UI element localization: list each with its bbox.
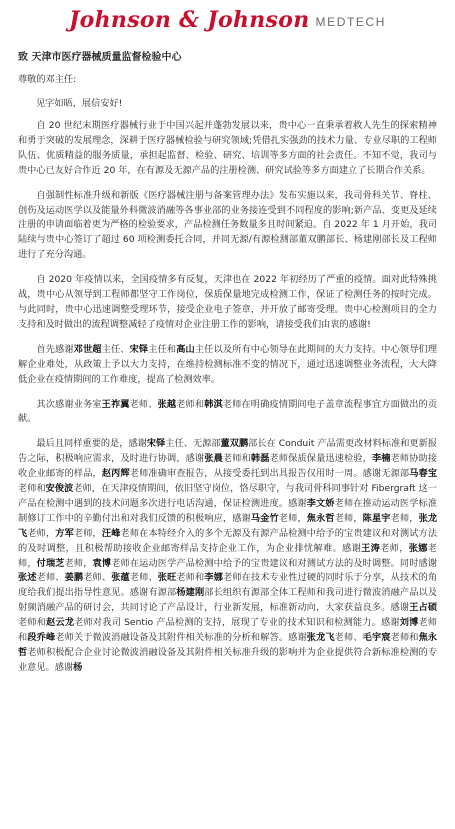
paragraph-text: 老师和 xyxy=(176,572,205,584)
person-name: 张晨 xyxy=(204,453,223,465)
division-label: MEDTECH xyxy=(315,15,387,29)
paragraph-text: 老师和 xyxy=(18,483,46,495)
person-name: 方军 xyxy=(55,527,74,539)
person-name: 韩淇 xyxy=(204,398,223,410)
paragraph-text: 老师在本特经介入的多个无源及有源产品检测中给予的宝贵建议和对测试方法的及时调整，且积极帮助接收企业邮寄样品支持企业工作，为企业排忧解难。感谢 xyxy=(18,527,438,554)
person-name: 王祚翼 xyxy=(101,398,130,410)
paragraph-text: 首先感谢 xyxy=(36,343,74,355)
paragraph-text: 老师， xyxy=(278,512,307,524)
paragraph-text: 老师对我司 Sentio 产品检测的支持，展现了专业的技术知识和检测能力。感谢 xyxy=(74,617,400,629)
letter-paragraph xyxy=(18,119,437,179)
paragraph-text: 老师， xyxy=(73,527,102,539)
salutation: 尊敬的邓主任: xyxy=(18,74,77,86)
paragraph-text: 老师、 xyxy=(129,572,158,584)
person-name: 张述 xyxy=(18,572,37,584)
paragraph-text: 老师在运动医学产品检测中给予的宝贵建议和对测试方法的及时调整。同时感谢 xyxy=(111,557,438,569)
paragraph-text: 老师， xyxy=(64,557,93,569)
recipient-line: 致 天津市医疗器械质量监督检验中心 xyxy=(18,52,182,63)
paragraph-text: 老师准确审查报告，从接受委托到出具报告仅用时一周。感谢无源部 xyxy=(129,468,410,480)
letterhead xyxy=(18,0,437,40)
person-name: 杨 xyxy=(73,661,83,673)
person-name: 赵云龙 xyxy=(46,617,75,629)
person-name: 张龙飞 xyxy=(306,632,335,644)
paragraph-text: 老师保质保量迅速检验， xyxy=(269,453,372,465)
person-name: 王占硕 xyxy=(409,602,438,614)
person-name: 董双鹏 xyxy=(220,438,249,450)
paragraph-text: 老师、 xyxy=(334,632,363,644)
paragraph-text: 主任和 xyxy=(148,343,177,355)
person-name: 安俊波 xyxy=(45,483,74,495)
paragraph-text: 老师、 xyxy=(129,398,158,410)
letter-paragraph xyxy=(18,437,438,673)
opening-line: 见字如晤，展信安好! xyxy=(36,98,123,110)
paragraph-text: 老师和 xyxy=(176,398,205,410)
paragraph-text: 老师在明确疫情期间电子盖章流程事宜方面做出的贡献。 xyxy=(18,398,438,425)
letter-paragraph xyxy=(18,398,437,428)
paragraph-text: 老师， xyxy=(380,542,409,554)
letter-paragraph xyxy=(18,189,437,264)
person-name: 袁博 xyxy=(92,557,112,569)
paragraph-text: 主任、无源部 xyxy=(165,438,221,450)
letter-paragraph xyxy=(18,273,437,333)
person-name: 赵丙辉 xyxy=(101,468,130,480)
paragraph-text: 老师积极配合企业讨论微波消融设备及其附件相关标准升级的影响并为企业提供符合新标准检测的专业意见。感谢 xyxy=(18,647,438,673)
paragraph-text: 部长组织有源部全体工程师和我司进行微波消融产品以及射频消融产品的研讨会，共同讨论了产品设计，行业新发展，标准新动向，大家获益良多。感谢 xyxy=(18,587,438,614)
person-name: 毛宇宸 xyxy=(362,632,391,644)
person-name: 付瑞芝 xyxy=(36,557,65,569)
paragraph-text: 老师和 xyxy=(18,617,47,629)
paragraph-text: 自 20 世纪末期医疗器械行业于中国兴起并蓬勃发展以来，贵中心一直秉承着救人先生的探索精神和勇于突破的发展理念，深耕于医疗器械检验与研究领域;凭借扎实强劲的技术力量、专业尽职的工程师队伍、优质精益的服务质量，承担起监督、检验、研究、培训等多方面的社会责任。不知不觉，我司与贵中心已友好合作近 20 年，在有源及无源产品的注册检测、研究试验等多方面建立了长期合作关系。 xyxy=(18,120,437,176)
person-name: 宋铎 xyxy=(129,343,149,355)
paragraph-text: 老师协助接收企业邮寄的样品， xyxy=(18,453,438,480)
person-name: 汪峰 xyxy=(101,527,121,539)
paragraph-text: 老师，在天津疫情期间，依旧坚守岗位，恪尽职守，与我司骨科同事针对 Fibergraft 这一产品在检测中遇到的技术问题多次进行电话沟通，保证检测进度。感谢 xyxy=(18,483,437,509)
person-name: 焦永哲 xyxy=(306,512,335,524)
person-name: 张娜 xyxy=(408,542,428,554)
person-name: 李楠 xyxy=(371,453,391,465)
paragraph-text: 自强制性标准升级和新版《医疗器械注册与备案管理办法》发布实施以来，我司骨科关节、脊柱、创伤及运动医学以及能量外科微波消融等各事业部的业务接连受到不同程度的影响;新产品、变更及延续注册的申请面临着更为严格的检验要求，产品检测任务数量多且时间紧迫。自 2022 年 1 月开始，我司陆续与贵中心签订了超过 60 项检测委托合同，并同无源/有源检测部董双鹏部长、杨建刚部长及工程师进行了充分沟通。 xyxy=(18,189,437,261)
person-name: 焦永哲 xyxy=(18,632,438,658)
person-name: 高山 xyxy=(176,343,195,355)
person-name: 李娜 xyxy=(204,572,224,584)
paragraph-text: 老师， xyxy=(27,527,56,539)
paragraph-text: 老师关于微波消融设备及其附件相关标准的分析和解答。感谢 xyxy=(55,632,307,644)
person-name: 王涛 xyxy=(361,542,381,554)
paragraph-text: 老师， xyxy=(18,542,438,569)
paragraph-text: 老师， xyxy=(390,512,419,524)
person-name: 李文娇 xyxy=(306,497,335,509)
person-name: 韩磊 xyxy=(250,453,270,465)
person-name: 张蕴 xyxy=(111,572,130,584)
paragraph-text: 自 2020 年疫情以来，全国疫情多有反复，天津也在 2022 年初经历了严重的疫情。面对此特殊挑战，贵中心从领导到工程师都坚守工作岗位，保质保量地完成检测工作，保证了检测任务的按时完成。与此同时，贵中心迅速调整受理环节，接受企业电子签章，并开放了邮寄受理。贵中心检测项目的全力支持和及时做出的流程调整减轻了疫情对企业注册工作的影响，请接受我们由衷的感谢! xyxy=(18,274,437,330)
person-name: 张龙飞 xyxy=(18,512,438,539)
paragraph-text: 主任、 xyxy=(101,343,130,355)
person-name: 陈星宇 xyxy=(362,512,391,524)
person-name: 姜鹏 xyxy=(64,572,84,584)
person-name: 张旺 xyxy=(157,572,177,584)
paragraph-text: 老师在技术专业性过硬的同时乐于分享，从技术的角度给我们提出指导性意见。感谢有源部 xyxy=(18,572,438,599)
paragraph-text: 老师在推动运动医学标准制修订工作中的辛勤付出和对我们反馈的积极响应，感谢 xyxy=(18,497,438,524)
person-name: 段乔峰 xyxy=(27,632,56,644)
person-name: 马金竹 xyxy=(250,512,279,524)
letter-body xyxy=(18,50,438,673)
paragraph-text: 老师和 xyxy=(18,617,438,644)
paragraph-text: 老师和 xyxy=(222,453,251,465)
person-name: 张越 xyxy=(157,398,177,410)
paragraph-text: 最后且同样重要的是，感谢 xyxy=(36,438,147,450)
letter-paragraph xyxy=(18,343,437,388)
paragraph-text: 老师、 xyxy=(83,572,112,584)
person-name: 邓世超 xyxy=(73,343,102,355)
person-name: 杨建刚 xyxy=(176,587,205,599)
company-logo: Johnson & Johnson xyxy=(68,7,310,33)
paragraph-text: 其次感谢业务室 xyxy=(36,398,102,410)
person-name: 宋铎 xyxy=(146,438,166,450)
paragraph-text: 主任以及所有中心领导在此期间的大力支持。中心领导们理解企业难处，从政策上予以大力支持，在维持检测标准不变的情况下，通过迅速调整业务流程，大大降低企业在疫情期间的工作难度，提高了检测效率。 xyxy=(18,343,438,385)
letter-paragraphs xyxy=(18,119,438,673)
paragraph-text: 老师， xyxy=(334,512,363,524)
person-name: 马春宝 xyxy=(409,468,438,480)
paragraph-text: 部长在 Conduit 产品需更改材料标准和更新报告之际，积极响应需求，及时进行协调，感谢 xyxy=(18,438,438,465)
paragraph-text: 老师和 xyxy=(390,632,419,644)
person-name: 刘博 xyxy=(399,617,419,629)
paragraph-text: 老师、 xyxy=(36,572,65,584)
